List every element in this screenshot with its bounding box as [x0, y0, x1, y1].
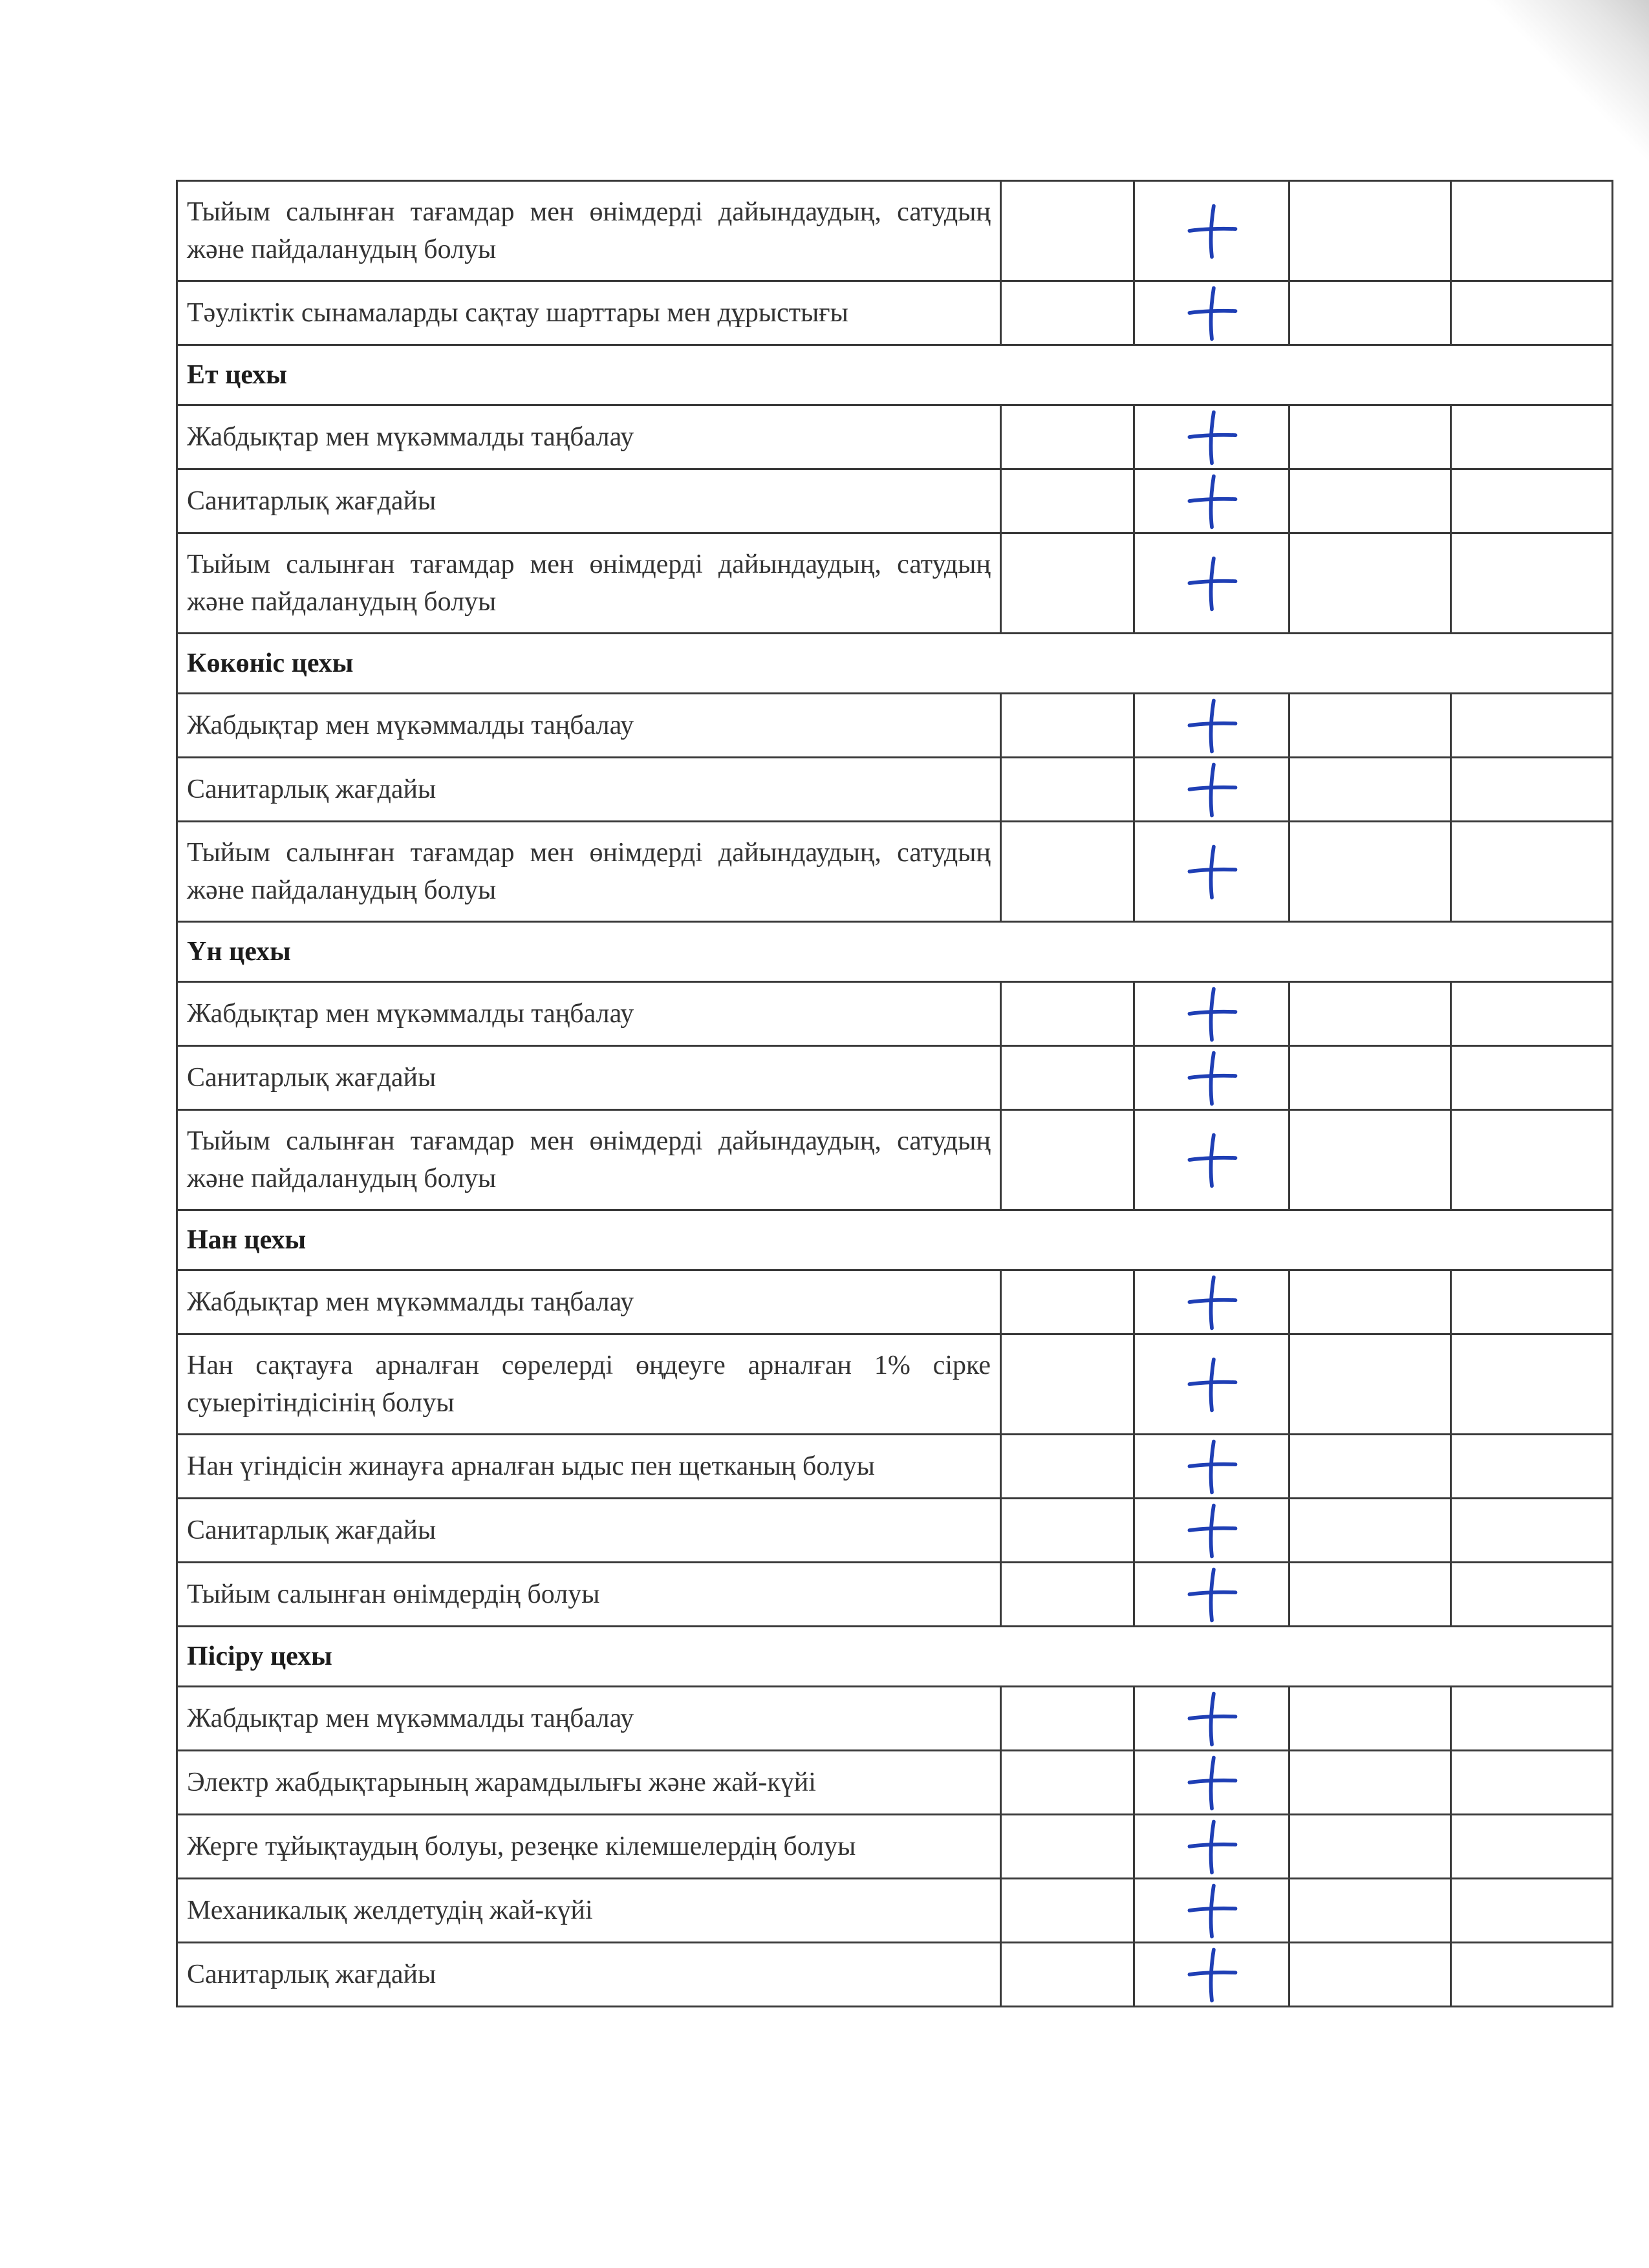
compliance-mark-cell — [1134, 822, 1289, 922]
compliance-mark-cell — [1134, 982, 1289, 1046]
compliance-mark-cell — [1134, 1334, 1289, 1435]
compliance-mark-cell — [1134, 405, 1289, 469]
compliance-mark-cell — [1134, 1943, 1289, 2007]
handwritten-plus-mark — [1181, 1563, 1243, 1625]
empty-cell — [1289, 1751, 1451, 1815]
section-header-row — [177, 922, 1613, 982]
handwritten-plus-mark — [1181, 1751, 1243, 1813]
checklist-row — [177, 694, 1613, 758]
handwritten-plus-mark — [1181, 1879, 1243, 1942]
empty-cell — [1451, 1943, 1613, 2007]
empty-cell — [1001, 1687, 1134, 1751]
handwritten-plus-mark — [1181, 1353, 1243, 1415]
empty-cell — [1451, 1110, 1613, 1210]
empty-cell — [1289, 1334, 1451, 1435]
section-title: Пісіру цехы — [177, 1627, 1613, 1687]
handwritten-plus-mark — [1181, 1815, 1243, 1878]
empty-cell — [1001, 1435, 1134, 1499]
compliance-mark-cell — [1134, 1563, 1289, 1627]
section-title: Нан цехы — [177, 1210, 1613, 1270]
checklist-row — [177, 1435, 1613, 1499]
criterion-text: Санитарлық жағдайы — [177, 758, 1001, 822]
empty-cell — [1451, 982, 1613, 1046]
criterion-text: Санитарлық жағдайы — [177, 469, 1001, 533]
handwritten-plus-mark — [1181, 840, 1243, 903]
compliance-mark-cell — [1134, 1499, 1289, 1563]
handwritten-plus-mark — [1181, 1271, 1243, 1333]
empty-cell — [1289, 1046, 1451, 1110]
empty-cell — [1001, 281, 1134, 345]
section-title: Үн цехы — [177, 922, 1613, 982]
empty-cell — [1451, 1563, 1613, 1627]
empty-cell — [1001, 1751, 1134, 1815]
empty-cell — [1289, 1943, 1451, 2007]
section-title: Көкөніс цехы — [177, 634, 1613, 694]
criterion-text: Жерге тұйықтаудың болуы, резеңке кілемшелердің болуы — [177, 1815, 1001, 1879]
compliance-mark-cell — [1134, 1270, 1289, 1334]
handwritten-plus-mark — [1181, 282, 1243, 344]
criterion-text: Жабдықтар мен мүкәммалды таңбалау — [177, 1270, 1001, 1334]
handwritten-plus-mark — [1181, 694, 1243, 756]
empty-cell — [1289, 533, 1451, 634]
criterion-text: Санитарлық жағдайы — [177, 1943, 1001, 2007]
empty-cell — [1451, 1879, 1613, 1943]
section-header-row — [177, 345, 1613, 405]
checklist-row — [177, 758, 1613, 822]
criterion-text: Нан үгіндісін жинауға арналған ыдыс пен щетканың болуы — [177, 1435, 1001, 1499]
empty-cell — [1001, 405, 1134, 469]
empty-cell — [1451, 281, 1613, 345]
empty-cell — [1001, 1334, 1134, 1435]
checklist-row — [177, 1687, 1613, 1751]
checklist-row — [177, 1751, 1613, 1815]
empty-cell — [1001, 694, 1134, 758]
checklist-row — [177, 469, 1613, 533]
empty-cell — [1289, 1499, 1451, 1563]
empty-cell — [1001, 1815, 1134, 1879]
empty-cell — [1451, 1815, 1613, 1879]
empty-cell — [1289, 1815, 1451, 1879]
empty-cell — [1451, 1334, 1613, 1435]
empty-cell — [1289, 281, 1451, 345]
handwritten-plus-mark — [1181, 1129, 1243, 1191]
compliance-mark-cell — [1134, 1110, 1289, 1210]
criterion-text: Механикалық желдетудің жай-күйі — [177, 1879, 1001, 1943]
handwritten-plus-mark — [1181, 470, 1243, 532]
handwritten-plus-mark — [1181, 1435, 1243, 1497]
checklist-row — [177, 982, 1613, 1046]
empty-cell — [1001, 469, 1134, 533]
handwritten-plus-mark — [1181, 200, 1243, 262]
empty-cell — [1289, 1563, 1451, 1627]
empty-cell — [1451, 822, 1613, 922]
handwritten-plus-mark — [1181, 1687, 1243, 1749]
empty-cell — [1451, 181, 1613, 281]
empty-cell — [1451, 1046, 1613, 1110]
criterion-text: Тыйым салынған тағамдар мен өнімдерді дайындаудың, сатудың және пайдаланудың болуы — [177, 181, 1001, 281]
compliance-mark-cell — [1134, 1046, 1289, 1110]
handwritten-plus-mark — [1181, 758, 1243, 820]
empty-cell — [1289, 694, 1451, 758]
checklist-row — [177, 1815, 1613, 1879]
empty-cell — [1001, 758, 1134, 822]
compliance-mark-cell — [1134, 1751, 1289, 1815]
checklist-row — [177, 533, 1613, 634]
empty-cell — [1289, 1879, 1451, 1943]
criterion-text: Тыйым салынған өнімдердің болуы — [177, 1563, 1001, 1627]
compliance-mark-cell — [1134, 469, 1289, 533]
handwritten-plus-mark — [1181, 1499, 1243, 1561]
empty-cell — [1001, 822, 1134, 922]
checklist-row — [177, 1879, 1613, 1943]
checklist-row — [177, 1046, 1613, 1110]
checklist-row — [177, 405, 1613, 469]
handwritten-plus-mark — [1181, 1047, 1243, 1109]
handwritten-plus-mark — [1181, 1943, 1243, 2006]
compliance-mark-cell — [1134, 181, 1289, 281]
empty-cell — [1289, 758, 1451, 822]
compliance-mark-cell — [1134, 1879, 1289, 1943]
checklist-row — [177, 1563, 1613, 1627]
handwritten-plus-mark — [1181, 406, 1243, 468]
checklist-row — [177, 181, 1613, 281]
empty-cell — [1001, 1110, 1134, 1210]
criterion-text: Санитарлық жағдайы — [177, 1499, 1001, 1563]
criterion-text: Жабдықтар мен мүкәммалды таңбалау — [177, 982, 1001, 1046]
empty-cell — [1289, 405, 1451, 469]
section-header-row — [177, 1210, 1613, 1270]
empty-cell — [1451, 1435, 1613, 1499]
empty-cell — [1289, 822, 1451, 922]
criterion-text: Электр жабдықтарының жарамдылығы және жай-күйі — [177, 1751, 1001, 1815]
empty-cell — [1001, 181, 1134, 281]
empty-cell — [1451, 405, 1613, 469]
empty-cell — [1289, 469, 1451, 533]
checklist-row — [177, 1334, 1613, 1435]
compliance-mark-cell — [1134, 1815, 1289, 1879]
empty-cell — [1001, 1879, 1134, 1943]
empty-cell — [1289, 1687, 1451, 1751]
section-header-row — [177, 1627, 1613, 1687]
inspection-checklist-table — [176, 180, 1613, 2007]
compliance-mark-cell — [1134, 1435, 1289, 1499]
empty-cell — [1451, 469, 1613, 533]
checklist-row — [177, 281, 1613, 345]
criterion-text: Тәуліктік сынамаларды сақтау шарттары мен дұрыстығы — [177, 281, 1001, 345]
empty-cell — [1451, 1499, 1613, 1563]
compliance-mark-cell — [1134, 281, 1289, 345]
checklist-row — [177, 822, 1613, 922]
criterion-text: Санитарлық жағдайы — [177, 1046, 1001, 1110]
empty-cell — [1001, 1499, 1134, 1563]
empty-cell — [1289, 1110, 1451, 1210]
checklist-row — [177, 1499, 1613, 1563]
checklist-row — [177, 1270, 1613, 1334]
compliance-mark-cell — [1134, 694, 1289, 758]
empty-cell — [1001, 982, 1134, 1046]
checklist-row — [177, 1110, 1613, 1210]
empty-cell — [1289, 1270, 1451, 1334]
compliance-mark-cell — [1134, 533, 1289, 634]
empty-cell — [1451, 694, 1613, 758]
compliance-mark-cell — [1134, 758, 1289, 822]
criterion-text: Жабдықтар мен мүкәммалды таңбалау — [177, 1687, 1001, 1751]
empty-cell — [1289, 181, 1451, 281]
handwritten-plus-mark — [1181, 983, 1243, 1045]
compliance-mark-cell — [1134, 1687, 1289, 1751]
empty-cell — [1451, 1687, 1613, 1751]
empty-cell — [1001, 1046, 1134, 1110]
empty-cell — [1001, 533, 1134, 634]
empty-cell — [1451, 758, 1613, 822]
empty-cell — [1289, 982, 1451, 1046]
checklist-row — [177, 1943, 1613, 2007]
criterion-text: Тыйым салынған тағамдар мен өнімдерді дайындаудың, сатудың және пайдаланудың болуы — [177, 533, 1001, 634]
criterion-text: Тыйым салынған тағамдар мен өнімдерді дайындаудың, сатудың және пайдаланудың болуы — [177, 822, 1001, 922]
empty-cell — [1289, 1435, 1451, 1499]
empty-cell — [1001, 1270, 1134, 1334]
criterion-text: Жабдықтар мен мүкәммалды таңбалау — [177, 405, 1001, 469]
empty-cell — [1451, 533, 1613, 634]
empty-cell — [1001, 1563, 1134, 1627]
empty-cell — [1001, 1943, 1134, 2007]
section-title: Ет цехы — [177, 345, 1613, 405]
criterion-text: Жабдықтар мен мүкәммалды таңбалау — [177, 694, 1001, 758]
section-header-row — [177, 634, 1613, 694]
criterion-text: Тыйым салынған тағамдар мен өнімдерді дайындаудың, сатудың және пайдаланудың болуы — [177, 1110, 1001, 1210]
handwritten-plus-mark — [1181, 552, 1243, 614]
empty-cell — [1451, 1270, 1613, 1334]
criterion-text: Нан сақтауға арналған сөрелерді өңдеуге арналған 1% сірке суыерітіндісінің болуы — [177, 1334, 1001, 1435]
empty-cell — [1451, 1751, 1613, 1815]
